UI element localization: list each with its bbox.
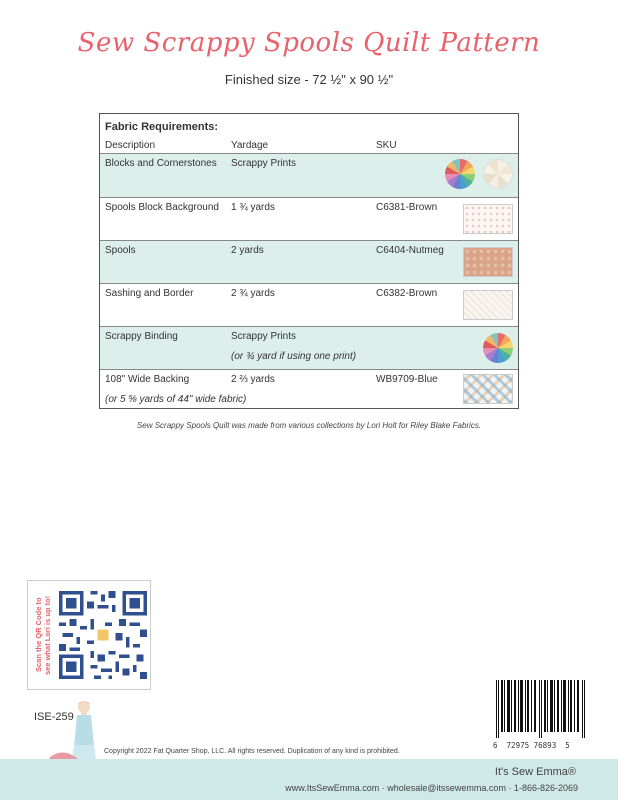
table-row bbox=[100, 197, 518, 240]
col-sku: SKU bbox=[376, 140, 397, 151]
row-sku: C6381-Brown bbox=[376, 202, 438, 213]
row-sku: C6382-Brown bbox=[376, 288, 438, 299]
qr-card bbox=[27, 580, 151, 690]
copyright-notice: Copyright 2022 Fat Quarter Shop, LLC. All rights reserved. Duplication of any kind is prohibited. bbox=[104, 748, 400, 755]
row-yardage: 2 yards bbox=[231, 245, 264, 256]
row-description: Spools Block Background bbox=[105, 202, 219, 213]
row-note: (or ¾ yard if using one print) bbox=[231, 351, 357, 362]
row-description: Blocks and Cornerstones bbox=[105, 158, 217, 169]
row-sku: C6404-Nutmeg bbox=[376, 245, 444, 256]
nutmeg-fabric-swatch bbox=[463, 247, 513, 277]
brand-name[interactable]: It's Sew Emma® bbox=[494, 766, 576, 778]
col-yardage: Yardage bbox=[231, 140, 269, 151]
row-yardage: 2 ⅔ yards bbox=[231, 374, 275, 385]
pattern-caption: Sew Scrappy Spools Quilt was made from various collections by Lori Holt for Riley Blake Fabrics. bbox=[136, 421, 482, 430]
table-title: Fabric Requirements: bbox=[105, 121, 219, 133]
row-yardage: Scrappy Prints bbox=[231, 331, 297, 342]
row-description: Spools bbox=[105, 245, 136, 256]
row-sku: WB9709-Blue bbox=[376, 374, 438, 385]
row-yardage: 1 ¾ yards bbox=[231, 202, 275, 213]
row-yardage: 2 ¾ yards bbox=[231, 288, 275, 299]
sashing-fabric-swatch bbox=[463, 290, 513, 320]
upc-barcode bbox=[496, 680, 586, 738]
contact-info[interactable]: www.ItsSewEmma.com · wholesale@itssewemma.com · 1-866-826-2069 bbox=[285, 783, 578, 793]
row-description: Sashing and Border bbox=[105, 288, 194, 299]
pattern-title: Sew Scrappy Spools Quilt Pattern bbox=[77, 28, 541, 58]
fabric-requirements-table bbox=[99, 113, 519, 409]
scrappy-prints-color-wheel bbox=[445, 159, 475, 189]
table-row bbox=[100, 240, 518, 283]
row-note: (or 5 ⅝ yards of 44" wide fabric) bbox=[105, 394, 247, 405]
qr-code[interactable] bbox=[59, 589, 147, 681]
table-row bbox=[100, 369, 518, 409]
col-description: Description bbox=[105, 140, 156, 151]
qr-callout: Scan the QR Code to see what Lori is up to! bbox=[34, 595, 52, 675]
table-row bbox=[100, 326, 518, 369]
binding-color-wheel bbox=[483, 333, 513, 363]
row-description: 108" Wide Backing bbox=[105, 374, 190, 385]
low-volume-color-wheel bbox=[483, 159, 513, 189]
row-yardage: Scrappy Prints bbox=[231, 158, 297, 169]
background-fabric-swatch bbox=[463, 204, 513, 234]
backing-fabric-swatch bbox=[463, 374, 513, 404]
table-row bbox=[100, 153, 518, 197]
row-description: Scrappy Binding bbox=[105, 331, 178, 342]
barcode-number: 6 72975 76893 5 bbox=[493, 741, 570, 750]
pattern-code: ISE-259 bbox=[34, 711, 74, 723]
table-row bbox=[100, 283, 518, 326]
finished-size: Finished size - 72 ½" x 90 ½" bbox=[224, 72, 394, 87]
